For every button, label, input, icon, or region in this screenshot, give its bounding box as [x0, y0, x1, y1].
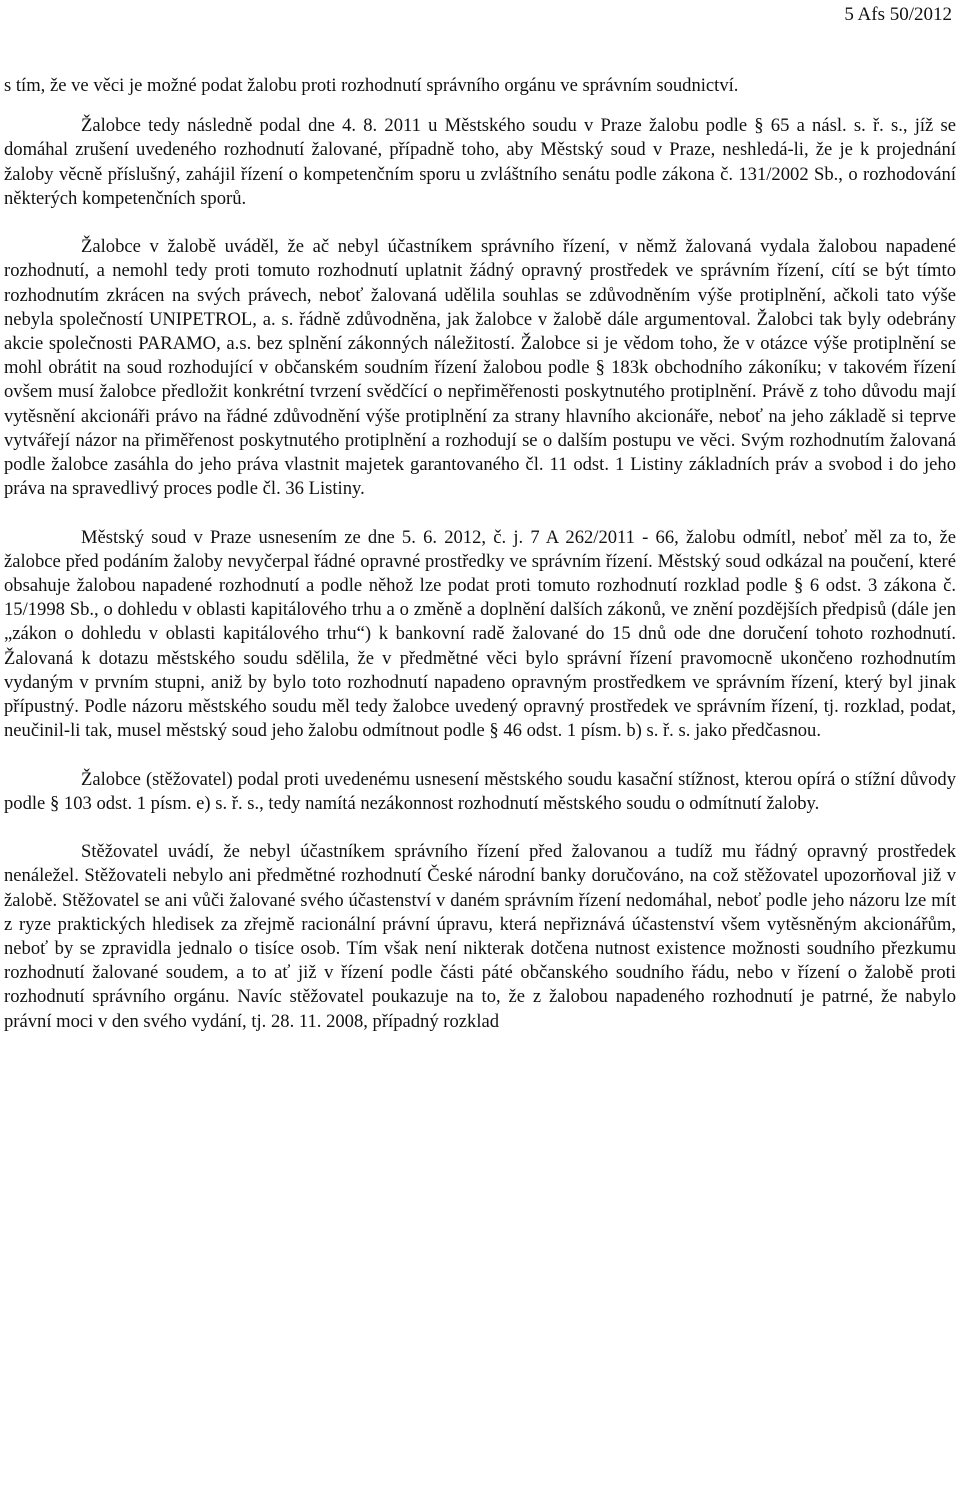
paragraph-3: Žalobce v žalobě uváděl, že ač nebyl účastníkem správního řízení, v němž žalovaná vydala žalobou napadené rozhodnutí, a nemohl tedy proti tomuto rozhodnutí uplatnit žádný opravný prostředek ve správním řízení, cítí se být tímto rozhodnutím zkrácen na svých právech, neboť žalovaná udělila souhlas se zdůvodněním výše protiplnění, ačkoli tato výše nebyla společností UNIPETROL, a. s. řádně zdůvodněna, jak žalobce v žalobě dále argumentoval. Žalobci tak byly odebrány akcie společnosti PARAMO, a.s. bez splnění zákonných náležitostí. Žalobce si je vědom toho, že v otázce výše protiplnění se mohl obrátit na soud rozhodující v občanském soudním řízení žalobou podle § 183k obchodního zákoníku; v takovém řízení ovšem musí žalobce předložit konkrétní tvrzení svědčící o nepřiměřenosti poskytnutého protiplnění. Právě z toho důvodu mají vytěsnění akcionáři právo na řádné zdůvodnění výše protiplnění za strany hlavního akcionáře, neboť na jeho základě si teprve vytvářejí názor na přiměřenost poskytnutého protiplnění a rozhodují se o dalším postupu ve věci. Svým rozhodnutím žalovaná podle žalobce zasáhla do jeho práva vlastnit majetek garantovaného čl. 11 odst. 1 Listiny základních práv a svobod i do jeho práva na spravedlivý proces podle čl. 36 Listiny. [4, 236, 956, 500]
paragraph-6: Stěžovatel uvádí, že nebyl účastníkem správního řízení před žalovanou a tudíž mu řádný opravný prostředek nenáležel. Stěžovateli nebylo ani předmětné rozhodnutí České národní banky doručováno, na což stěžovatel upozorňoval již v žalobě. Stěžovatel se ani vůči žalované svého účastenství v daném správním řízení nedomáhal, neboť podle jeho názoru lze mít z ryze praktických hledisek za zřejmě racionální právní úpravu, která nepřiznává účastenství všem vytěsněným akcionářům, neboť by se zpravidla jednalo o tisíce osob. Tím však není nikterak dotčena nutnost existence možnosti soudního přezkumu rozhodnutí žalované soudem, a to ať již v řízení podle části páté občanského soudního řádu, nebo v řízení o žalobě proti rozhodnutí správního orgánu. Navíc stěžovatel poukazuje na to, že z žalobou napadeného rozhodnutí je patrné, že nabylo právní moci v den svého vydání, tj. 28. 11. 2008, případný rozklad [4, 841, 956, 1032]
paragraph-spacer [4, 501, 956, 525]
paragraph-2: Žalobce tedy následně podal dne 4. 8. 2011 u Městského soudu v Praze žalobu podle § 65 a násl. s. ř. s., jíž se domáhal zrušení uvedeného rozhodnutí žalované, případně toho, aby Městský soud v Praze, neshledá-li, že je k projednání žaloby věcně příslušný, zahájil řízení o kompetenčním sporu u zvláštního senátu podle zákona č. 131/2002 Sb., o rozhodování některých kompetenčních sporů. [4, 115, 956, 209]
paragraph-spacer [4, 816, 956, 840]
paragraph-1: s tím, že ve věci je možné podat žalobu proti rozhodnutí správního orgánu ve správním soudnictví. [4, 75, 739, 96]
paragraph-spacer [4, 743, 956, 767]
paragraph-4: Městský soud v Praze usnesením ze dne 5. 6. 2012, č. j. 7 A 262/2011 - 66, žalobu odmítl, neboť měl za to, že žalobce před podáním žaloby nevyčerpal řádné opravné prostředky ve správním řízení. Městský soud odkázal na poučení, které obsahuje žalobou napadené rozhodnutí a podle něhož lze podat proti tomuto rozhodnutí rozklad podle § 6 odst. 3 zákona č. 15/1998 Sb., o dohledu v oblasti kapitálového trhu a o změně a doplnění dalších zákonů, ve znění pozdějších předpisů (dále jen „zákon o dohledu v oblasti kapitálového trhu“) k bankovní radě žalované do 15 dnů ode dne doručení tohoto rozhodnutí. Žalovaná k dotazu městského soudu sdělila, že v předmětné věci bylo správní řízení pravomocně ukončeno rozhodnutím vydaným v prvním stupni, aniž by bylo toto rozhodnutí napadeno opravným prostředkem ve správním řízení, který byl jinak přípustný. Podle názoru městského soudu měl tedy žalobce uvedený opravný prostředek ve správním řízení, tj. rozklad, podat, neučinil-li tak, musel městský soud jeho žalobu odmítnout podle § 46 odst. 1 písm. b) s. ř. s. jako předčasnou. [4, 526, 956, 742]
paragraph-spacer [4, 98, 956, 114]
case-number: 5 Afs 50/2012 [844, 4, 952, 25]
paragraph-5: Žalobce (stěžovatel) podal proti uvedenému usnesení městského soudu kasační stížnost, kterou opírá o stížní důvody podle § 103 odst. 1 písm. e) s. ř. s., tedy namítá nezákonnost rozhodnutí městského soudu o odmítnutí žaloby. [4, 768, 956, 814]
document-body [4, 74, 956, 1034]
paragraph-spacer [4, 211, 956, 235]
